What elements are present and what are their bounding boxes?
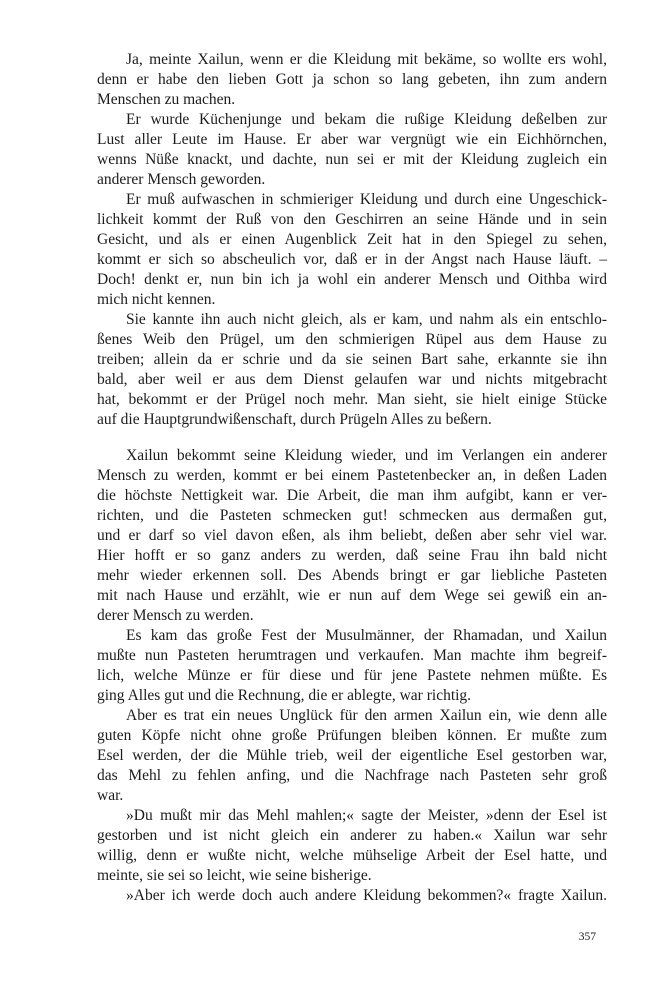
text-line: auf die Hauptgrundwißenschaft, durch Prügeln Alles zu beßern.	[97, 411, 492, 428]
text-line: ging Alles gut und die Rechnung, die er ablegte, war richtig.	[97, 687, 472, 704]
text-line: »Aber ich werde doch auch andere Kleidung bekommen?« fragte Xailun.	[126, 887, 607, 904]
paragraph	[97, 310, 607, 430]
text-line: Aber es trat ein neues Unglück für den armen Xailun ein, wie denn alle	[126, 707, 607, 724]
text-line: richten, und die Pasteten schmecken gut! schmecken aus dermaßen gut,	[97, 507, 607, 524]
text-line: willig, denn er wußte nicht, welche mühselige Arbeit der Esel hatte, und	[97, 847, 607, 864]
text-line: »Du mußt mir das Mehl mahlen;« sagte der Meister, »denn der Esel ist	[126, 807, 607, 824]
text-line: mit nach Hause und erzählt, wie er nun auf dem Wege sei gewiß ein an-	[97, 587, 607, 604]
text-line: mich nicht kennen.	[97, 291, 216, 308]
text-line: Doch! denkt er, nun bin ich ja wohl ein anderer Mensch und Oithba wird	[97, 271, 607, 288]
text-line: derer Mensch zu werden.	[97, 607, 254, 624]
text-line: die höchste Nettigkeit war. Die Arbeit, die man ihm aufgibt, kann er ver-	[97, 487, 607, 504]
text-line: kommt er sich so abscheulich vor, daß er in der Angst nach Hause läuft. –	[97, 251, 607, 268]
paragraph	[97, 886, 607, 906]
page-number: 357	[578, 931, 596, 943]
text-line: Menschen zu machen.	[97, 91, 236, 108]
text-line: Er muß aufwaschen in schmieriger Kleidung und durch eine Ungeschick-	[126, 191, 607, 208]
text-line: Ja, meinte Xailun, wenn er die Kleidung mit bekäme, so wollte ers wohl,	[126, 51, 607, 68]
text-line: und er darf so viel davon eßen, als ihm beliebt, deßen aber sehr viel war.	[97, 527, 607, 544]
text-line: Gesicht, und als er einen Augenblick Zeit hat in den Spiegel zu sehen,	[97, 231, 607, 248]
paragraph	[97, 50, 607, 110]
text-line: mehr wieder erkennen soll. Des Abends bringt er gar liebliche Pasteten	[97, 567, 607, 584]
text-line: Xailun bekommt seine Kleidung wieder, und im Verlangen ein anderer	[126, 447, 607, 464]
text-line: lichkeit kommt der Ruß von den Geschirren an seine Hände und in sein	[97, 211, 607, 228]
paragraph	[97, 190, 607, 310]
text-line: war.	[97, 787, 124, 804]
text-line: denn er habe den lieben Gott ja schon so lang gebeten, ihn zum andern	[97, 71, 607, 88]
text-line: Er wurde Küchenjunge und bekam die rußige Kleidung deßelben zur	[126, 111, 607, 128]
paragraph	[97, 110, 607, 190]
text-line: Es kam das große Fest der Musulmänner, der Rhamadan, und Xailun	[126, 627, 607, 644]
text-line: Sie kannte ihn auch nicht gleich, als er kam, und nahm als ein entschlo-	[126, 311, 607, 328]
text-line: Lust aller Leute im Hause. Er aber war vergnügt wie ein Eichhörnchen,	[97, 131, 607, 148]
text-line: das Mehl zu fehlen anfing, und die Nachfrage nach Pasteten sehr groß	[97, 767, 607, 784]
paragraph	[97, 706, 607, 806]
text-line: Mensch zu werden, kommt er bei einem Pastetenbecker an, in deßen Laden	[97, 467, 607, 484]
text-line: bald, aber weil er aus dem Dienst gelaufen war und nichts mitgebracht	[97, 371, 607, 388]
text-line: hat, bekommt er der Prügel noch mehr. Man sieht, sie hielt einige Stücke	[97, 391, 607, 408]
text-line: lich, welche Münze er für diese und für jene Pastete nehmen müßte. Es	[97, 667, 607, 684]
text-line: guten Köpfe nicht ohne große Prüfungen bleiben können. Er mußte zum	[97, 727, 607, 744]
text-line: meinte, sie sei so leicht, wie seine bisherige.	[97, 867, 372, 884]
text-line: Esel werden, der die Mühle trieb, weil der eigentliche Esel gestorben war,	[97, 747, 607, 764]
text-line: anderer Mensch geworden.	[97, 171, 266, 188]
paragraph	[97, 626, 607, 706]
text-line: gestorben und ist nicht gleich ein anderer zu haben.« Xailun war sehr	[97, 827, 607, 844]
paragraph	[97, 806, 607, 886]
text-line: Hier hofft er so ganz anders zu werden, daß seine Frau ihn bald nicht	[97, 547, 607, 564]
text-line: treiben; allein da er schrie und da sie seinen Bart sahe, erkannte sie ihn	[97, 351, 607, 368]
text-block	[97, 50, 607, 906]
text-line: mußte nun Pasteten herumtragen und verkaufen. Man machte ihm begreif-	[97, 647, 607, 664]
text-line: ßenes Weib den Prügel, um den schmierigen Rüpel aus dem Hause zu	[97, 331, 607, 348]
paragraph	[97, 446, 607, 626]
text-line: wenns Nüße knackt, und dachte, nun sei er mit der Kleidung zugleich ein	[97, 151, 607, 168]
